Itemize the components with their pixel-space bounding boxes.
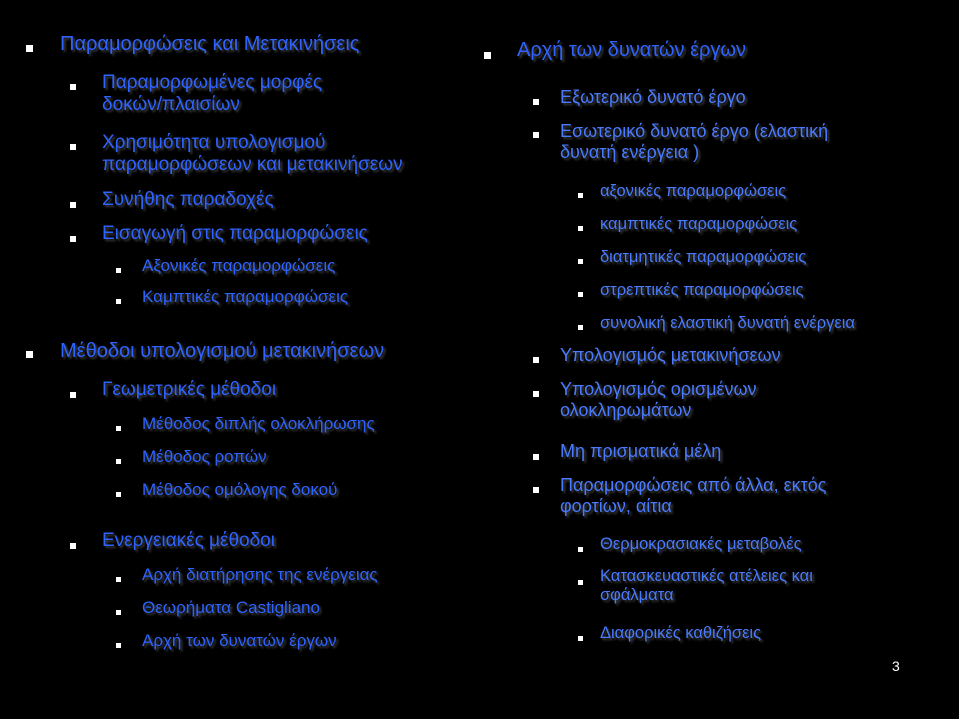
outline-item-level-2 xyxy=(102,530,275,552)
outline-item-text: Υπολογισμός ορισμένων xyxy=(560,379,757,399)
outline-item-level-2 xyxy=(102,379,276,401)
outline-item-text: Ενεργειακές μέθοδοι xyxy=(102,530,275,551)
outline-item-level-2 xyxy=(102,132,403,176)
outline-item-level-3 xyxy=(600,314,855,333)
bullet-icon xyxy=(578,292,583,297)
bullet-icon xyxy=(533,357,539,363)
outline-item-level-2 xyxy=(102,189,274,211)
bullet-icon xyxy=(116,299,121,304)
bullet-icon xyxy=(26,45,33,52)
outline-item-level-3 xyxy=(142,480,337,500)
outline-item-text: Υπολογισμός μετακινήσεων xyxy=(560,345,781,365)
bullet-icon xyxy=(116,577,121,582)
outline-item-text: Αρχή των δυνατών έργων xyxy=(517,39,747,61)
bullet-icon xyxy=(533,132,539,138)
outline-item-text: Παραμορφώσεις και Μετακινήσεις xyxy=(60,33,360,55)
outline-item-level-3 xyxy=(600,281,804,300)
bullet-icon xyxy=(484,52,491,59)
bullet-icon xyxy=(533,454,539,460)
page-number: 3 xyxy=(892,658,900,674)
outline-item-level-3 xyxy=(142,447,267,467)
bullet-icon xyxy=(70,144,76,150)
bullet-icon xyxy=(578,636,583,641)
outline-item-level-3 xyxy=(142,414,375,434)
outline-item-level-1 xyxy=(60,33,359,56)
outline-item-text: Αρχή διατήρησης της ενέργειας xyxy=(142,565,378,584)
bullet-icon xyxy=(533,487,539,493)
outline-item-level-3 xyxy=(600,182,786,201)
outline-item-text: συνολική ελαστική δυνατή ενέργεια xyxy=(600,314,855,332)
outline-item-text: Χρησιμότητα υπολογισμού xyxy=(102,132,326,153)
outline-item-level-3 xyxy=(600,624,761,643)
bullet-icon xyxy=(533,391,539,397)
bullet-icon xyxy=(533,99,539,105)
outline-item-level-3 xyxy=(600,567,813,605)
outline-item-level-3 xyxy=(600,215,797,234)
outline-item-level-2 xyxy=(560,121,828,162)
outline-item-text: Γεωμετρικές μέθοδοι xyxy=(102,379,277,400)
bullet-icon xyxy=(70,84,76,90)
outline-item-text: Θεωρήματα Castigliano xyxy=(142,598,320,617)
outline-item-text: Παραμορφώσεις από άλλα, εκτός xyxy=(560,475,827,495)
outline-item-text-continued: φορτίων, αίτια xyxy=(560,495,672,516)
outline-item-text: Παραμορφωμένες μορφές xyxy=(102,72,323,93)
outline-item-text: Συνήθης παραδοχές xyxy=(102,189,274,210)
outline-item-text: Αξονικές παραμορφώσεις xyxy=(142,256,336,275)
outline-item-level-3 xyxy=(142,256,335,276)
bullet-icon xyxy=(578,193,583,198)
outline-item-level-2 xyxy=(560,345,781,366)
outline-item-level-3 xyxy=(600,248,806,267)
bullet-icon xyxy=(116,643,121,648)
outline-item-text: Μέθοδος ομόλογης δοκού xyxy=(142,480,338,499)
outline-item-level-1 xyxy=(517,39,746,62)
outline-item-text: Μέθοδος διπλής ολοκλήρωσης xyxy=(142,414,375,433)
outline-item-text: αξονικές παραμορφώσεις xyxy=(600,182,787,200)
outline-item-level-3 xyxy=(142,287,348,307)
outline-item-level-2 xyxy=(560,379,757,420)
bullet-icon xyxy=(70,392,76,398)
bullet-icon xyxy=(116,610,121,615)
outline-item-text-continued: παραμορφώσεων και μετακινήσεων xyxy=(102,153,403,175)
outline-item-level-2 xyxy=(102,223,368,245)
bullet-icon xyxy=(578,226,583,231)
bullet-icon xyxy=(116,268,121,273)
outline-item-text: Εξωτερικό δυνατό έργο xyxy=(560,87,746,107)
outline-item-level-3 xyxy=(142,565,378,585)
outline-item-level-2 xyxy=(560,441,721,462)
outline-item-level-1 xyxy=(60,340,384,363)
bullet-icon xyxy=(578,580,583,585)
outline-item-level-2 xyxy=(102,72,322,116)
bullet-icon xyxy=(578,259,583,264)
bullet-icon xyxy=(116,492,121,497)
outline-item-text: διατμητικές παραμορφώσεις xyxy=(600,248,807,266)
outline-item-text-continued: σφάλματα xyxy=(600,585,674,604)
outline-item-text: Θερμοκρασιακές μεταβολές xyxy=(600,535,802,553)
outline-item-level-2 xyxy=(560,475,826,516)
bullet-icon xyxy=(578,325,583,330)
outline-item-text: Μέθοδοι υπολογισμού μετακινήσεων xyxy=(60,340,385,362)
outline-item-text: καμπτικές παραμορφώσεις xyxy=(600,215,798,233)
outline-item-text: Εσωτερικό δυνατό έργο (ελαστική xyxy=(560,121,829,141)
outline-item-level-3 xyxy=(142,631,337,651)
bullet-icon xyxy=(26,351,33,358)
outline-item-text-continued: δοκών/πλαισίων xyxy=(102,93,240,115)
outline-item-text: Μέθοδος ροπών xyxy=(142,447,267,466)
outline-item-text: Καμπτικές παραμορφώσεις xyxy=(142,287,349,306)
outline-item-text: Κατασκευαστικές ατέλειες και xyxy=(600,567,813,585)
outline-item-level-2 xyxy=(560,87,746,108)
bullet-icon xyxy=(116,426,121,431)
outline-item-text: Αρχή των δυνατών έργων xyxy=(142,631,337,650)
outline-item-text: Διαφορικές καθιζήσεις xyxy=(600,624,762,642)
bullet-icon xyxy=(70,543,76,549)
bullet-icon xyxy=(116,459,121,464)
outline-item-text: στρεπτικές παραμορφώσεις xyxy=(600,281,804,299)
outline-item-text: Εισαγωγή στις παραμορφώσεις xyxy=(102,223,368,244)
bullet-icon xyxy=(578,547,583,552)
outline-item-text-continued: δυνατή ενέργεια ) xyxy=(560,141,700,162)
outline-item-level-3 xyxy=(600,535,802,554)
bullet-icon xyxy=(70,202,76,208)
bullet-icon xyxy=(70,236,76,242)
outline-item-text: Μη πρισματικά μέλη xyxy=(560,441,722,461)
outline-item-level-3 xyxy=(142,598,320,618)
outline-item-text-continued: ολοκληρωμάτων xyxy=(560,399,692,420)
